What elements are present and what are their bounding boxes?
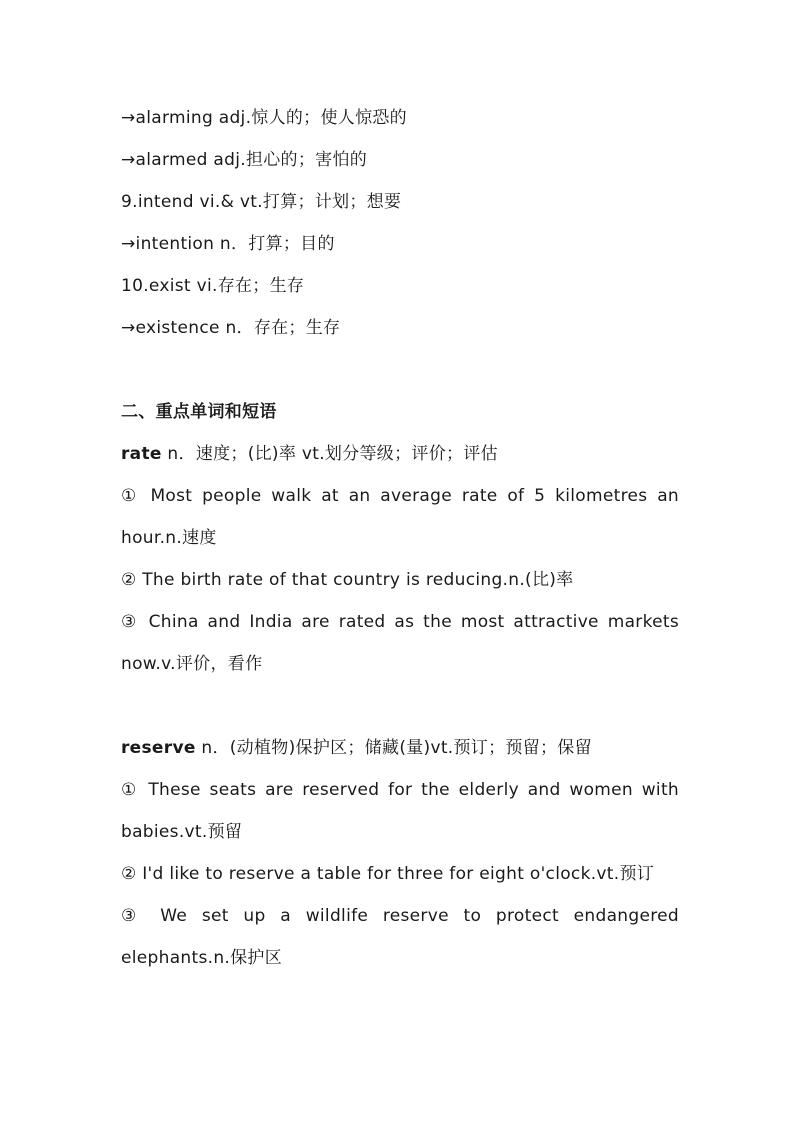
document-page [121, 97, 679, 979]
headword-reserve: reserve [121, 738, 196, 758]
rate-example-1-line-1: ① Most people walk at an average rate of 5 kilometres an [121, 486, 679, 506]
vocab-line-intend: 9.intend vi.& vt.打算；计划；想要 [121, 192, 402, 212]
definition-reserve: n．(动植物)保护区；储藏(量)vt.预订；预留；保留 [195, 738, 592, 758]
reserve-example-1-line-1: ① These seats are reserved for the elderly and women with [121, 780, 679, 800]
headword-rate: rate [121, 444, 162, 464]
reserve-example-3-line-1: ③ We set up a wildlife reserve to protect endangered [121, 906, 679, 926]
vocab-line-alarming: →alarming adj.惊人的；使人惊恐的 [121, 108, 407, 128]
vocab-line-intention: →intention n．打算；目的 [121, 234, 335, 254]
spacer [121, 349, 679, 391]
reserve-example-2: ② I'd like to reserve a table for three for eight o'clock.vt.预订 [121, 864, 655, 884]
rate-example-3-line-1: ③ China and India are rated as the most attractive markets [121, 612, 679, 632]
spacer [121, 685, 679, 727]
section-heading: 二、重点单词和短语 [121, 402, 277, 422]
vocab-line-alarmed: →alarmed adj.担心的；害怕的 [121, 150, 368, 170]
rate-example-2: ② The birth rate of that country is reducing.n.(比)率 [121, 570, 574, 590]
vocab-line-existence: →existence n．存在；生存 [121, 318, 341, 338]
reserve-example-3-line-2: elephants.n.保护区 [121, 948, 283, 968]
rate-example-3-line-2: now.v.评价，看作 [121, 654, 263, 674]
entry-rate [121, 433, 679, 475]
entry-reserve [121, 727, 679, 769]
rate-example-1-line-2: hour.n.速度 [121, 528, 217, 548]
reserve-example-1-line-2: babies.vt.预留 [121, 822, 243, 842]
definition-rate: n．速度；(比)率 vt.划分等级；评价；评估 [161, 444, 498, 464]
vocab-line-exist: 10.exist vi.存在；生存 [121, 276, 305, 296]
